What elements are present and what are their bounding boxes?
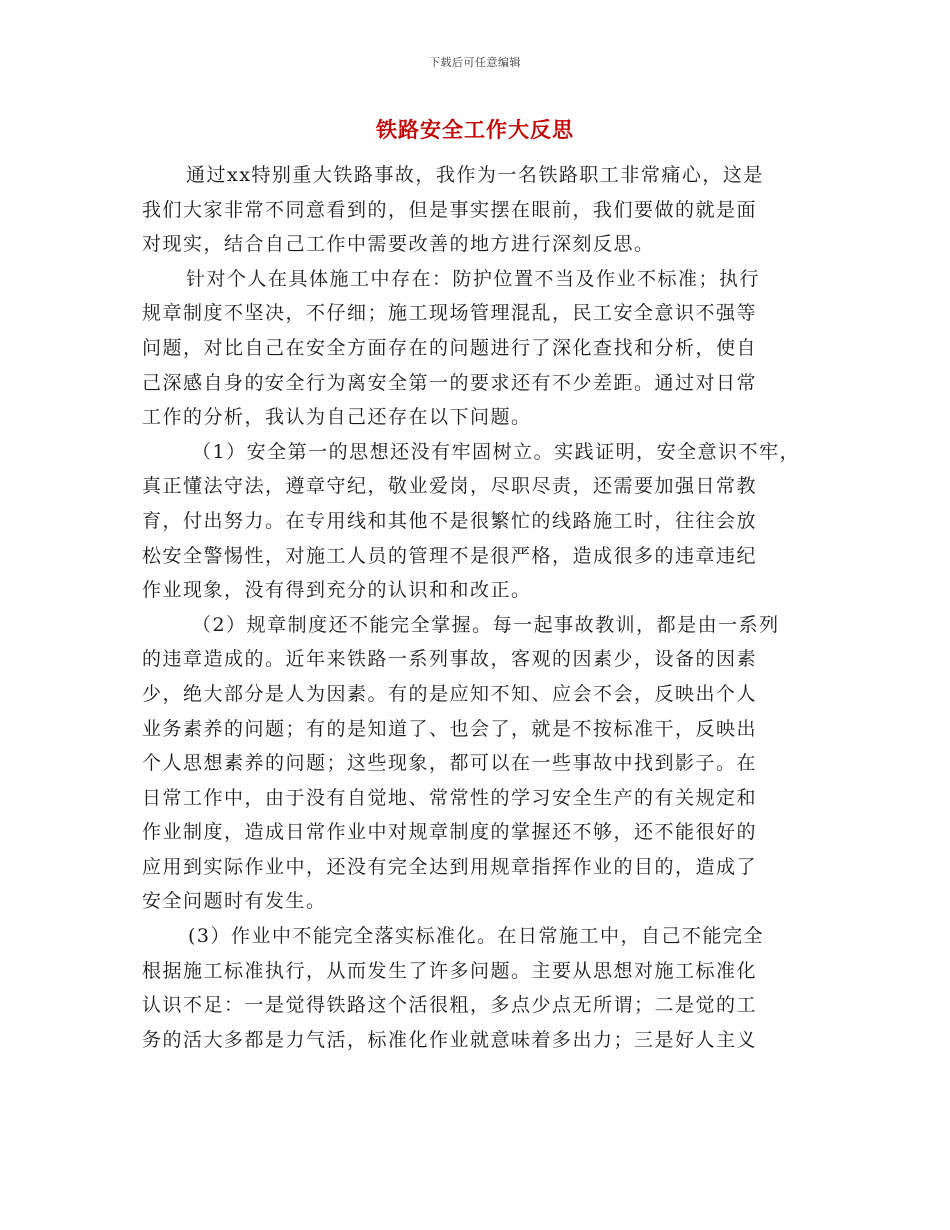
text-line: 业务素养的问题；有的是知道了、也会了，就是不按标准干，反映出 xyxy=(142,717,758,740)
text-line: （1）安全第一的思想还没有牢固树立。实践证明，安全意识不牢， xyxy=(192,440,801,463)
text-line: 少，绝大部分是人为因素。有的是应知不知、应会不会，反映出个人 xyxy=(142,682,758,705)
text-line: 规章制度不坚决，不仔细；施工现场管理混乱，民工安全意识不强等 xyxy=(142,302,758,325)
text-line: 问题，对比自己在安全方面存在的问题进行了深化查找和分析，使自 xyxy=(142,336,758,359)
text-line: （2）规章制度还不能完全掌握。每一起事故教训，都是由一系列 xyxy=(192,613,780,636)
paragraph-5 xyxy=(142,919,812,1057)
text-line: 务的活大多都是力气活，标准化作业就意味着多出力；三是好人主义 xyxy=(142,1028,758,1051)
text-line: 我们大家非常不同意看到的，但是事实摆在眼前，我们要做的就是面 xyxy=(142,198,758,221)
text-line: 的违章造成的。近年来铁路一系列事故，客观的因素少，设备的因素 xyxy=(142,648,758,671)
text-line: 对现实，结合自己工作中需要改善的地方进行深刻反思。 xyxy=(142,233,655,256)
text-line: 育，付出努力。在专用线和其他不是很繁忙的线路施工时，往往会放 xyxy=(142,509,758,532)
text-line: 根据施工标准执行，从而发生了许多问题。主要从思想对施工标准化 xyxy=(142,959,758,982)
paragraph-1 xyxy=(142,158,812,262)
text-line: 松安全警惕性，对施工人员的管理不是很严格，造成很多的违章违纪 xyxy=(142,544,758,567)
page-header-note: 下载后可任意编辑 xyxy=(429,56,521,69)
paragraph-3 xyxy=(142,435,812,608)
document-body xyxy=(142,158,812,1057)
text-line: 工作的分析，我认为自己还存在以下问题。 xyxy=(142,406,532,429)
text-line: (3）作业中不能完全落实标准化。在日常施工中，自己不能完全 xyxy=(188,925,765,948)
text-line: 针对个人在具体施工中存在：防护位置不当及作业不标准；执行 xyxy=(186,267,761,290)
text-line: 安全问题时有发生。 xyxy=(142,890,327,913)
text-line: 日常工作中，由于没有自觉地、常常性的学习安全生产的有关规定和 xyxy=(142,786,758,809)
text-line: 认识不足：一是觉得铁路这个活很粗，多点少点无所谓；二是觉的工 xyxy=(142,994,758,1017)
paragraph-2 xyxy=(142,262,812,435)
document-title: 铁路安全工作大反思 xyxy=(376,117,574,142)
text-line: 个人思想素养的问题；这些现象，都可以在一些事故中找到影子。在 xyxy=(142,752,758,775)
text-line: 己深感自身的安全行为离安全第一的要求还有不少差距。通过对日常 xyxy=(142,371,758,394)
text-line: 作业现象，没有得到充分的认识和和改正。 xyxy=(142,579,532,602)
text-line: 真正懂法守法，遵章守纪，敬业爱岗，尽职尽责，还需要加强日常教 xyxy=(142,475,758,498)
text-line: 应用到实际作业中，还没有完全达到用规章指挥作业的目的，造成了 xyxy=(142,855,758,878)
text-line: 通过xx特别重大铁路事故，我作为一名铁路职工非常痛心，这是 xyxy=(186,164,764,186)
text-line: 作业制度，造成日常作业中对规章制度的掌握还不够，还不能很好的 xyxy=(142,821,758,844)
paragraph-4 xyxy=(142,608,812,919)
